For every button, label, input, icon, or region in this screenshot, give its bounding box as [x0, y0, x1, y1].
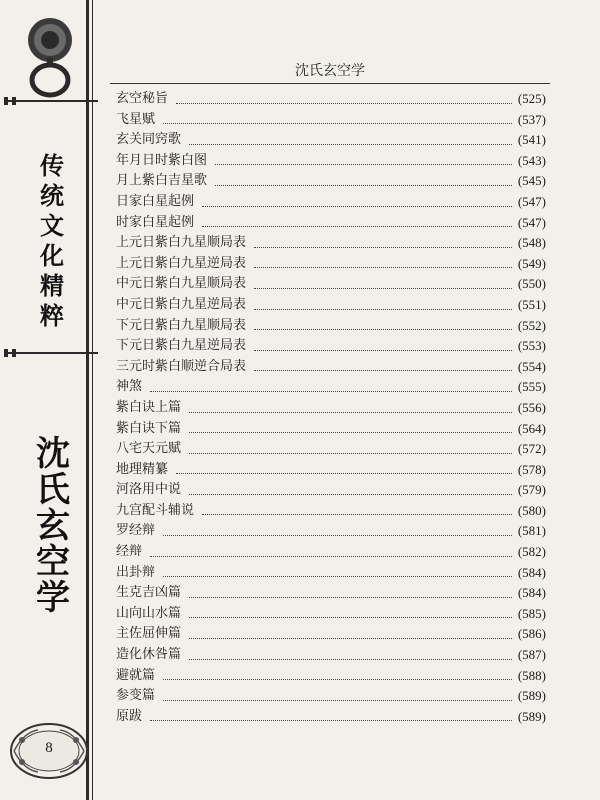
door-knocker-emblem-icon: [18, 12, 82, 102]
toc-entry[interactable]: [116, 171, 546, 192]
dot-leader: [189, 616, 512, 618]
toc-entry-page: (572): [517, 441, 546, 457]
toc-entry[interactable]: [116, 645, 546, 666]
toc-entry-page: (556): [517, 399, 546, 415]
toc-entry[interactable]: [116, 563, 546, 584]
toc-entry[interactable]: [116, 357, 546, 378]
toc-entry-page: (553): [517, 338, 546, 354]
toc-entry-page: (547): [517, 193, 546, 209]
toc-entry-page: (552): [517, 317, 546, 333]
toc-entry[interactable]: [116, 89, 546, 110]
toc-entry-page: (580): [517, 502, 546, 518]
toc-entry-page: (537): [517, 111, 546, 127]
toc-entry[interactable]: [116, 130, 546, 151]
toc-entry[interactable]: [116, 110, 546, 131]
toc-entry-title: 造化休咎篇: [116, 647, 182, 663]
dot-leader: [202, 225, 512, 227]
toc-entry-page: (525): [517, 91, 546, 106]
toc-entry-title: 中元日紫白九星顺局表: [116, 276, 247, 292]
toc-entry-page: (582): [517, 544, 546, 560]
toc-entry-page: (584): [517, 564, 546, 580]
toc-entry-page: (547): [517, 214, 546, 230]
header-rule: [110, 83, 550, 84]
toc-entry-page: (541): [517, 132, 546, 148]
dot-leader: [150, 719, 512, 721]
dot-leader: [254, 349, 512, 351]
toc-entry-title: 八宅天元赋: [116, 441, 182, 457]
sidebar-divider-middle: [4, 352, 98, 354]
toc-entry-title: 地理精纂: [116, 461, 169, 477]
toc-entry-title: 原跋: [116, 708, 143, 724]
toc-entry[interactable]: [116, 624, 546, 645]
dot-leader: [189, 143, 512, 145]
dot-leader: [176, 472, 512, 474]
series-title: 传统文化精粹: [35, 152, 65, 333]
toc-entry-page: (586): [517, 626, 546, 642]
toc-entry[interactable]: [116, 254, 546, 275]
toc-entry-title: 三元时紫白顺逆合局表: [116, 358, 247, 374]
toc-entry-title: 日家白星起例: [116, 193, 195, 209]
dot-leader: [150, 390, 512, 392]
toc-entry[interactable]: [116, 460, 546, 481]
book-title-vertical: 沈氏玄空学: [29, 435, 70, 615]
toc-entry-page: (581): [517, 523, 546, 539]
toc-entry[interactable]: [116, 686, 546, 707]
toc-entry-title: 紫白诀上篇: [116, 399, 182, 415]
dot-leader: [215, 184, 512, 186]
dot-leader: [202, 513, 512, 515]
toc-entry[interactable]: [116, 419, 546, 440]
dot-leader: [254, 328, 512, 330]
toc-entry-page: (555): [517, 379, 546, 395]
toc-entry-page: (554): [517, 358, 546, 374]
sidebar-rule-inner: [92, 0, 93, 800]
toc-entry-page: (587): [517, 647, 546, 663]
toc-entry-title: 下元日紫白九星逆局表: [116, 338, 247, 354]
dot-leader: [189, 411, 512, 413]
toc-entry[interactable]: [116, 542, 546, 563]
toc-entry-title: 河洛用中说: [116, 482, 182, 498]
toc-entry[interactable]: [116, 151, 546, 172]
sidebar-divider-top: [4, 100, 98, 102]
toc-entry-page: (578): [517, 461, 546, 477]
toc-entry-title: 九宫配斗辅说: [116, 502, 195, 518]
dot-leader: [163, 699, 512, 701]
toc-entry-title: 神煞: [116, 379, 143, 395]
toc-entry[interactable]: [116, 707, 546, 728]
toc-entry-title: 玄空秘旨: [116, 91, 169, 106]
page-number: 8: [45, 740, 53, 756]
dot-leader: [150, 555, 512, 557]
toc-entry-title: 玄关同窍歌: [116, 132, 182, 148]
dot-leader: [189, 493, 512, 495]
toc-entry[interactable]: [116, 233, 546, 254]
dot-leader: [215, 163, 512, 165]
toc-entry[interactable]: [116, 316, 546, 337]
toc-entry-title: 月上紫白吉星歌: [116, 173, 208, 189]
toc-entry-title: 中元日紫白九星逆局表: [116, 296, 247, 312]
toc-entry-title: 经辩: [116, 544, 143, 560]
toc-entry-page: (584): [517, 585, 546, 601]
dot-leader: [254, 266, 512, 268]
toc-entry[interactable]: [116, 274, 546, 295]
dot-leader: [202, 205, 512, 207]
toc-entry-page: (579): [517, 482, 546, 498]
toc-entry[interactable]: [116, 295, 546, 316]
dot-leader: [189, 452, 512, 454]
toc-entry-page: (564): [517, 420, 546, 436]
toc-entry-title: 山向山水篇: [116, 605, 182, 621]
dot-leader: [163, 534, 512, 536]
toc-entry[interactable]: [116, 398, 546, 419]
toc-entry-title: 紫白诀下篇: [116, 420, 182, 436]
toc-entry-page: (550): [517, 276, 546, 292]
toc-entry[interactable]: [116, 377, 546, 398]
ornamental-sidebar: [0, 0, 100, 800]
sidebar-rule-outer: [86, 0, 89, 800]
toc-entry-title: 下元日紫白九星顺局表: [116, 317, 247, 333]
toc-entry-page: (545): [517, 173, 546, 189]
toc-entry-page: (589): [517, 688, 546, 704]
toc-entry-title: 上元日紫白九星逆局表: [116, 255, 247, 271]
dot-leader: [254, 287, 512, 289]
toc-entry-title: 参变篇: [116, 688, 156, 704]
toc-entry[interactable]: [116, 521, 546, 542]
toc-entry-page: (548): [517, 235, 546, 251]
toc-entry-page: (549): [517, 255, 546, 271]
toc-entry[interactable]: [116, 583, 546, 604]
toc-entry[interactable]: [116, 192, 546, 213]
toc-entry-page: (551): [517, 296, 546, 312]
toc-entry-title: 时家白星起例: [116, 214, 195, 230]
dot-leader: [189, 431, 512, 433]
running-header: 沈氏玄空学: [295, 63, 365, 79]
dot-leader: [163, 122, 512, 124]
dot-leader: [176, 102, 512, 104]
toc-entry[interactable]: [116, 336, 546, 357]
dot-leader: [189, 658, 512, 660]
toc-entry-page: (589): [517, 708, 546, 724]
dot-leader: [163, 678, 512, 680]
toc-entry-page: (543): [517, 152, 546, 168]
toc-entry-title: 年月日时紫白图: [116, 152, 208, 168]
dot-leader: [163, 575, 512, 577]
toc-entry[interactable]: [116, 501, 546, 522]
toc-entry[interactable]: [116, 213, 546, 234]
toc-entry-page: (588): [517, 667, 546, 683]
toc-entry-title: 上元日紫白九星顺局表: [116, 235, 247, 251]
toc-entry-title: 主佐屈伸篇: [116, 626, 182, 642]
toc-entry[interactable]: [116, 604, 546, 625]
table-of-contents: [116, 89, 546, 727]
dot-leader: [189, 596, 512, 598]
toc-entry[interactable]: [116, 666, 546, 687]
toc-entry[interactable]: [116, 439, 546, 460]
toc-entry-title: 出卦辩: [116, 564, 156, 580]
toc-entry-title: 生克吉凶篇: [116, 585, 182, 601]
dot-leader: [189, 637, 512, 639]
toc-entry-title: 罗经辩: [116, 523, 156, 539]
toc-entry[interactable]: [116, 480, 546, 501]
dot-leader: [254, 369, 512, 371]
toc-entry-page: (585): [517, 605, 546, 621]
dot-leader: [254, 246, 512, 248]
toc-entry-title: 避就篇: [116, 667, 156, 683]
dot-leader: [254, 308, 512, 310]
toc-entry-title: 飞星赋: [116, 111, 156, 127]
